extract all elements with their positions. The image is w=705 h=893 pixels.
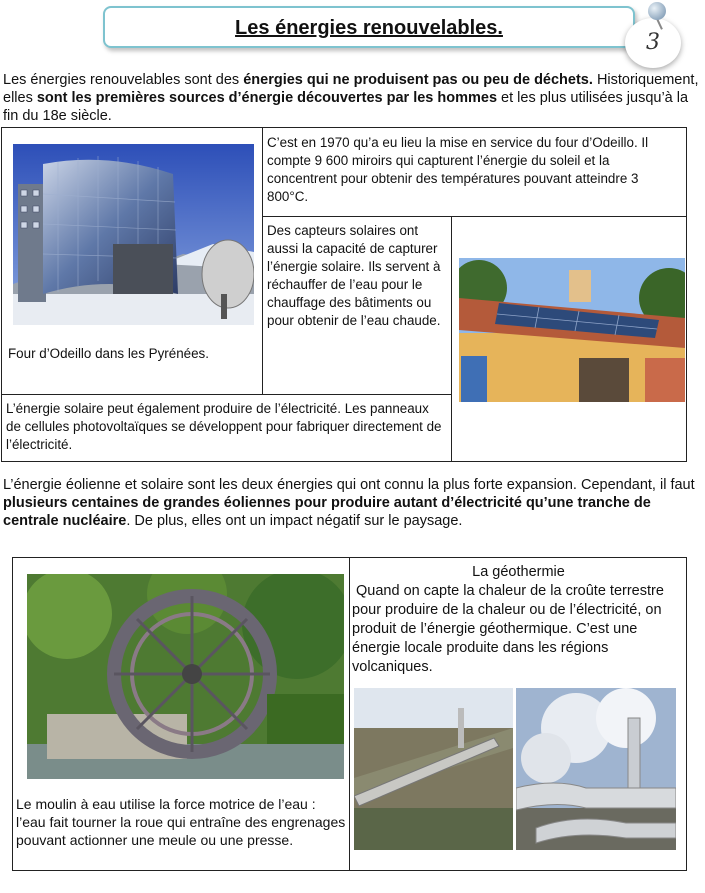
wind-paragraph: [3, 476, 703, 530]
intro-paragraph: [3, 71, 703, 125]
odeillo-furnace-image: [13, 144, 254, 325]
geothermal-pipeline-image: [354, 688, 513, 850]
photovoltaic-text: L’énergie solaire peut également produire de l’électricité. Les panneaux de cellules photovoltaïques se développent pour fabriquer directement de l’électricité.: [6, 401, 442, 452]
odeillo-text: C’est en 1970 qu’a eu lieu la mise en service du four d’Odeillo. Il compte 9 600 miroirs qui capturent l’énergie du soleil et la concentrent pour obtenir des températures pouvant atteindre 3 800°C.: [267, 135, 649, 204]
capteurs-text: Des capteurs solaires ont aussi la capacité de capturer l’énergie solaire. Ils servent à réchauffer de l’eau pour le chauffage des bâtiments ou pour obtenir de l’eau chaude.: [267, 223, 441, 328]
intro-text-2: Historiquement, elles: [3, 72, 699, 106]
geothermal-text: Quand on capte la chaleur de la croûte terrestre pour produire de la chaleur ou de l’électricité, on produit de l’énergie géothermique. C’est une énergie locale produite dans les régions volcaniques.: [352, 583, 664, 675]
intro-bold-1: énergies qui ne produisent pas ou peu de déchets.: [243, 72, 593, 88]
watermill-caption: Le moulin à eau utilise la force motrice de l’eau : l’eau fait tourner la roue qui entraîne des engrenages pouvant actionner une meule ou une presse.: [16, 796, 346, 848]
pushpin-icon: [648, 2, 666, 20]
geothermal-plant-image: [516, 688, 676, 850]
geothermal-heading: La géothermie: [472, 564, 565, 580]
wind-bold: plusieurs centaines de grandes éoliennes pour produire autant d’électricité qu’une tranche de centrale nucléaire: [3, 495, 651, 529]
page-number: 3: [646, 30, 660, 55]
solar-panel-house-image: [459, 258, 685, 402]
intro-text-3: et les plus utilisées jusqu’à la fin du 18e siècle.: [3, 90, 689, 124]
page-title: Les énergies renouvelables.: [235, 17, 503, 39]
wind-text-1: L’énergie éolienne et solaire sont les deux énergies qui ont connu la plus forte expansion. Cependant, il faut: [3, 477, 695, 493]
watermill-image: [27, 574, 344, 779]
title-box: [103, 6, 635, 48]
odeillo-caption: Four d’Odeillo dans les Pyrénées.: [8, 346, 209, 361]
intro-text-1: Les énergies renouvelables sont des: [3, 72, 244, 88]
wind-text-2: . De plus, elles ont un impact négatif sur le paysage.: [126, 513, 463, 529]
page-number-badge: [625, 18, 681, 68]
intro-bold-2: sont les premières sources d’énergie découvertes par les hommes: [36, 90, 498, 106]
